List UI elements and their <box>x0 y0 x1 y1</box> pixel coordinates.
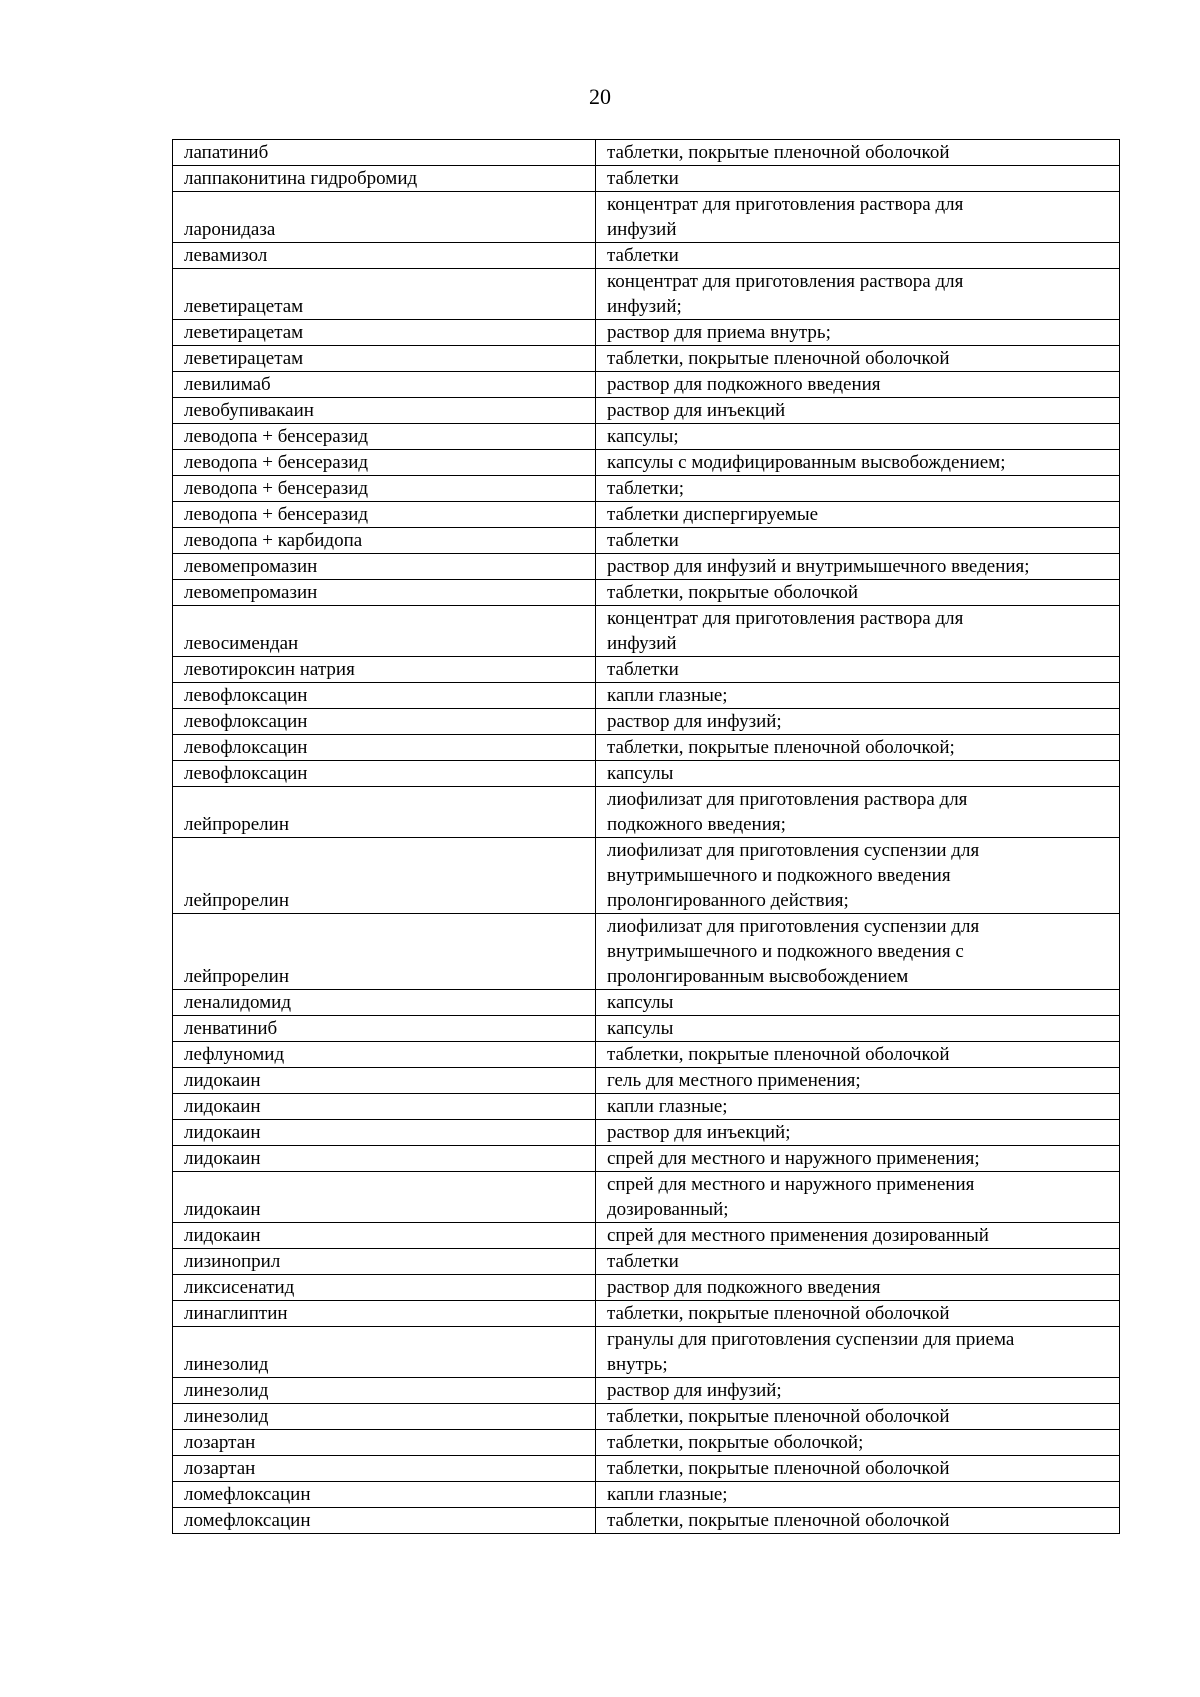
dosage-form-cell: таблетки; <box>596 476 1120 502</box>
drug-name-cell: леналидомид <box>173 990 596 1016</box>
dosage-form-cell: капсулы <box>596 761 1120 787</box>
drug-name-cell: леводопа + бенсеразид <box>173 424 596 450</box>
drug-name-cell: леветирацетам <box>173 320 596 346</box>
drug-name-cell: ломефлоксацин <box>173 1508 596 1534</box>
drug-name-cell: левофлоксацин <box>173 735 596 761</box>
dosage-form-cell: таблетки, покрытые пленочной оболочкой <box>596 1301 1120 1327</box>
dosage-form-cell: лиофилизат для приготовления суспензии для внутримышечного и подкожного введения пролонгированного действия; <box>596 838 1120 914</box>
dosage-form-cell: раствор для подкожного введения <box>596 372 1120 398</box>
table-row <box>173 1042 1120 1068</box>
dosage-form-cell: раствор для приема внутрь; <box>596 320 1120 346</box>
table-row <box>173 606 1120 657</box>
table-row <box>173 709 1120 735</box>
table-row <box>173 476 1120 502</box>
drug-name-cell: левомепромазин <box>173 554 596 580</box>
table-row <box>173 1120 1120 1146</box>
dosage-form-cell: спрей для местного и наружного применения дозированный; <box>596 1172 1120 1223</box>
table-row <box>173 243 1120 269</box>
table-row <box>173 761 1120 787</box>
table-row <box>173 735 1120 761</box>
drug-name-cell: линезолид <box>173 1378 596 1404</box>
table-row <box>173 1404 1120 1430</box>
drug-name-cell: лидокаин <box>173 1068 596 1094</box>
table-row <box>173 914 1120 990</box>
dosage-form-cell: таблетки, покрытые пленочной оболочкой <box>596 1508 1120 1534</box>
dosage-form-cell: раствор для подкожного введения <box>596 1275 1120 1301</box>
dosage-form-cell: таблетки <box>596 657 1120 683</box>
drug-name-cell: ленватиниб <box>173 1016 596 1042</box>
dosage-form-cell: таблетки <box>596 528 1120 554</box>
dosage-form-cell: таблетки <box>596 166 1120 192</box>
dosage-form-cell: капли глазные; <box>596 1094 1120 1120</box>
table-row <box>173 372 1120 398</box>
dosage-form-cell: таблетки, покрытые оболочкой; <box>596 1430 1120 1456</box>
drug-name-cell: леводопа + бенсеразид <box>173 450 596 476</box>
table-row <box>173 990 1120 1016</box>
table-row <box>173 528 1120 554</box>
dosage-form-cell: гель для местного применения; <box>596 1068 1120 1094</box>
drug-name-cell: ломефлоксацин <box>173 1482 596 1508</box>
table-body <box>173 140 1120 1534</box>
table-row <box>173 657 1120 683</box>
drug-name-cell: леводопа + бенсеразид <box>173 502 596 528</box>
drug-name-cell: лейпрорелин <box>173 914 596 990</box>
table-row <box>173 787 1120 838</box>
dosage-form-cell: лиофилизат для приготовления суспензии для внутримышечного и подкожного введения с пролонгированным высвобождением <box>596 914 1120 990</box>
drug-name-cell: лейпрорелин <box>173 787 596 838</box>
dosage-form-cell: лиофилизат для приготовления раствора для подкожного введения; <box>596 787 1120 838</box>
dosage-form-cell: таблетки, покрытые пленочной оболочкой <box>596 140 1120 166</box>
table-row <box>173 346 1120 372</box>
drug-name-cell: лефлуномид <box>173 1042 596 1068</box>
drug-name-cell: леветирацетам <box>173 269 596 320</box>
dosage-form-cell: раствор для инфузий и внутримышечного введения; <box>596 554 1120 580</box>
dosage-form-cell: капсулы с модифицированным высвобождением; <box>596 450 1120 476</box>
drug-name-cell: лейпрорелин <box>173 838 596 914</box>
table-row <box>173 1068 1120 1094</box>
table-row <box>173 1327 1120 1378</box>
drug-name-cell: лапатиниб <box>173 140 596 166</box>
table-row <box>173 269 1120 320</box>
table-row <box>173 1508 1120 1534</box>
dosage-form-cell: таблетки, покрытые пленочной оболочкой <box>596 1042 1120 1068</box>
dosage-form-cell: таблетки, покрытые оболочкой <box>596 580 1120 606</box>
dosage-form-cell: раствор для инъекций <box>596 398 1120 424</box>
table-row <box>173 320 1120 346</box>
drug-name-cell: лаппаконитина гидробромид <box>173 166 596 192</box>
dosage-form-cell: капсулы <box>596 990 1120 1016</box>
table-row <box>173 580 1120 606</box>
table-row <box>173 424 1120 450</box>
drug-name-cell: лидокаин <box>173 1094 596 1120</box>
drug-name-cell: левосимендан <box>173 606 596 657</box>
drug-name-cell: левилимаб <box>173 372 596 398</box>
drug-name-cell: леводопа + карбидопа <box>173 528 596 554</box>
table-row <box>173 1223 1120 1249</box>
drug-name-cell: линезолид <box>173 1404 596 1430</box>
dosage-form-cell: концентрат для приготовления раствора для инфузий <box>596 606 1120 657</box>
dosage-form-cell: гранулы для приготовления суспензии для приема внутрь; <box>596 1327 1120 1378</box>
dosage-form-cell: таблетки, покрытые пленочной оболочкой; <box>596 735 1120 761</box>
table-row <box>173 450 1120 476</box>
drug-name-cell: лидокаин <box>173 1146 596 1172</box>
drug-name-cell: леветирацетам <box>173 346 596 372</box>
drug-name-cell: левомепромазин <box>173 580 596 606</box>
drug-name-cell: левофлоксацин <box>173 683 596 709</box>
drug-name-cell: ларонидаза <box>173 192 596 243</box>
table-row <box>173 1094 1120 1120</box>
drug-name-cell: лизиноприл <box>173 1249 596 1275</box>
table-row <box>173 1249 1120 1275</box>
table-row <box>173 1301 1120 1327</box>
drug-name-cell: линаглиптин <box>173 1301 596 1327</box>
dosage-form-cell: капли глазные; <box>596 683 1120 709</box>
drug-name-cell: левофлоксацин <box>173 709 596 735</box>
drug-name-cell: левотироксин натрия <box>173 657 596 683</box>
table-row <box>173 683 1120 709</box>
drug-name-cell: левобупивакаин <box>173 398 596 424</box>
table-row <box>173 1482 1120 1508</box>
table-row <box>173 1378 1120 1404</box>
table-row <box>173 502 1120 528</box>
drug-name-cell: ликсисенатид <box>173 1275 596 1301</box>
dosage-form-cell: концентрат для приготовления раствора для инфузий <box>596 192 1120 243</box>
page-number: 20 <box>589 84 611 109</box>
dosage-form-cell: спрей для местного и наружного применения; <box>596 1146 1120 1172</box>
drug-name-cell: лозартан <box>173 1430 596 1456</box>
dosage-form-cell: раствор для инфузий; <box>596 1378 1120 1404</box>
drug-name-cell: линезолид <box>173 1327 596 1378</box>
dosage-form-cell: концентрат для приготовления раствора для инфузий; <box>596 269 1120 320</box>
dosage-form-cell: раствор для инъекций; <box>596 1120 1120 1146</box>
table-row <box>173 838 1120 914</box>
table-row <box>173 554 1120 580</box>
drug-name-cell: леводопа + бенсеразид <box>173 476 596 502</box>
drug-name-cell: левамизол <box>173 243 596 269</box>
dosage-form-cell: таблетки диспергируемые <box>596 502 1120 528</box>
table-row <box>173 1430 1120 1456</box>
table-row <box>173 1275 1120 1301</box>
drug-table <box>172 139 1120 1534</box>
table-row <box>173 1016 1120 1042</box>
dosage-form-cell: таблетки <box>596 243 1120 269</box>
dosage-form-cell: таблетки <box>596 1249 1120 1275</box>
drug-name-cell: лозартан <box>173 1456 596 1482</box>
dosage-form-cell: капсулы; <box>596 424 1120 450</box>
table-row <box>173 166 1120 192</box>
drug-name-cell: левофлоксацин <box>173 761 596 787</box>
table-row <box>173 1146 1120 1172</box>
table-row <box>173 1456 1120 1482</box>
dosage-form-cell: раствор для инфузий; <box>596 709 1120 735</box>
dosage-form-cell: капсулы <box>596 1016 1120 1042</box>
drug-name-cell: лидокаин <box>173 1172 596 1223</box>
dosage-form-cell: спрей для местного применения дозированный <box>596 1223 1120 1249</box>
dosage-form-cell: таблетки, покрытые пленочной оболочкой <box>596 1456 1120 1482</box>
table-row <box>173 398 1120 424</box>
dosage-form-cell: капли глазные; <box>596 1482 1120 1508</box>
table-row <box>173 140 1120 166</box>
table-row <box>173 1172 1120 1223</box>
dosage-form-cell: таблетки, покрытые пленочной оболочкой <box>596 346 1120 372</box>
table-row <box>173 192 1120 243</box>
drug-name-cell: лидокаин <box>173 1223 596 1249</box>
dosage-form-cell: таблетки, покрытые пленочной оболочкой <box>596 1404 1120 1430</box>
drug-name-cell: лидокаин <box>173 1120 596 1146</box>
